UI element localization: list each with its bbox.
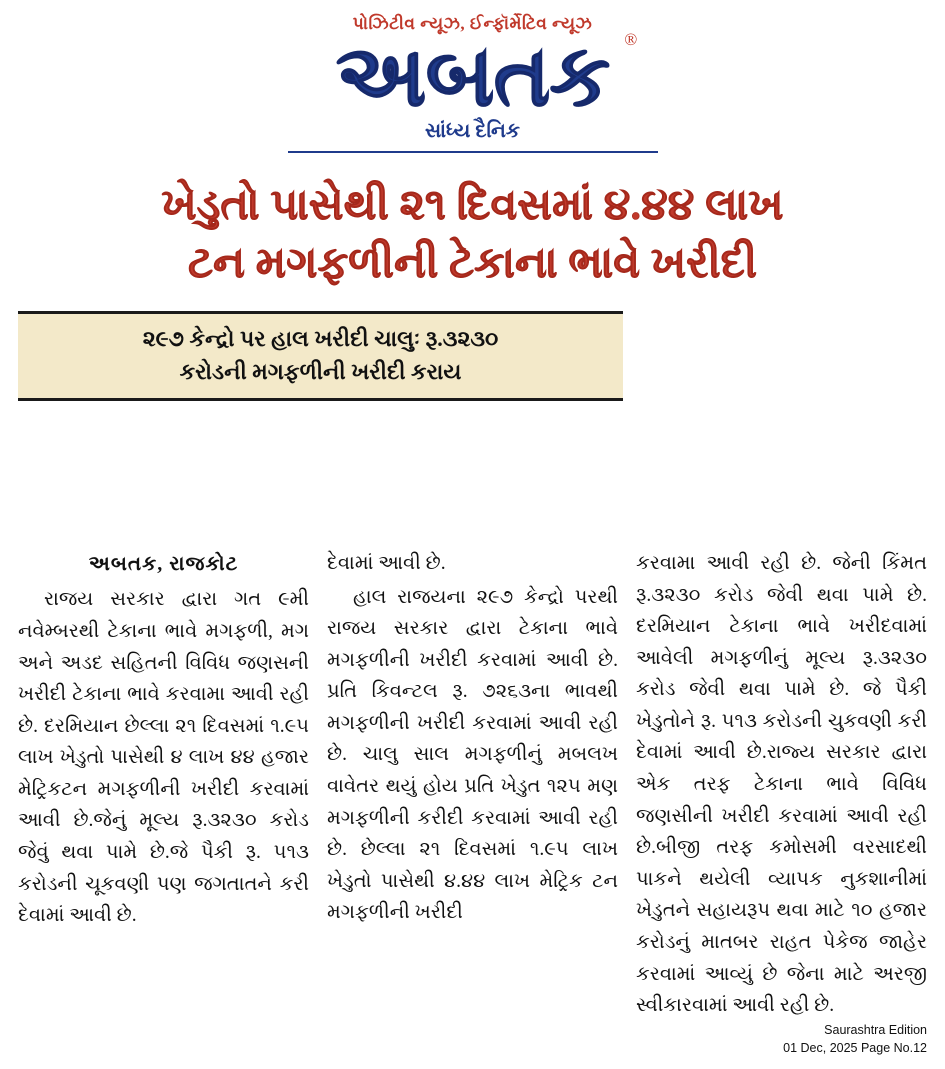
article-paragraph: દેવામાં આવી છે. [327,553,446,574]
article-column-2 [327,548,618,1015]
masthead-divider [288,151,658,153]
headline-line-2: ટન મગફળીની ટેકાના ભાવે ખરીદી [187,239,758,287]
page-footer [783,1021,927,1057]
masthead [18,0,927,153]
masthead-tagline: પોઝિટીવ ન્યૂઝ, ઈન્ફૉર્મેટિવ ન્યૂઝ [352,14,593,33]
registered-trademark-icon: ® [624,30,638,49]
article-paragraph: કરવામા આવી રહી છે. જેની કિંમત રૂ.૩૨૩૦ કરોડ જેવી થવા પામે છે. દરમિયાન ટેકાના ભાવે ખરીદવામાં આવેલી મગફળીનું મૂલ્ય રૂ.૩૨૩૦ કરોડ જેવી થવા પામે છે. જે પૈકી ખેડુતોને રૂ. ૫૧૩ કરોડની ચુકવણી કરી દેવામાં આવી છે.રાજ્ય સરકાર દ્વારા એક તરફ ટેકાના ભાવે વિવિધ જણસીની ખરીદી કરવામાં આવી રહી છે.બીજી તરફ કમોસમી વરસાદથી પાકને થયેલી વ્યાપક નુકશાનીમાં ખેડુતને સહાયરૂપ થવા માટે ૧૦ હજાર કરોડનું માતબર રાહત પેકેજ જાહેર કરવામાં આવ્યું છે જેના માટે અરજી સ્વીકારવામાં આવી રહી છે. [636,553,927,1017]
subheadline-line-2: કરોડની મગફળીની ખરીદી કરાય [179,358,462,384]
footer-date-page: 01 Dec, 2025 Page No.12 [783,1040,927,1055]
article-byline: અબતક, રાજકોટ [88,553,239,575]
article-paragraph: હાલ રાજયના ૨૯૭ કેન્દ્રો પરથી રાજય સરકાર દ્વારા ટેકાના ભાવે મગફળીની ખરીદી કરવામાં આવી છે. પ્રતિ કિવન્ટલ રૂ. ૭૨૬૩ના ભાવથી મગફળીની ખરીદી કરવામાં આવી રહી છે. ચાલુ સાલ મગફળીનું મબલખ વાવેતર થયું હોય પ્રતિ ખેડુત ૧૨૫ મણ મગફળીની કરીદી કરવામાં આવી રહી છે. છેલ્લા ૨૧ દિવસમાં ૧.૯૫ લાખ ખેડુતો પાસેથી ૪.૪૪ લાખ મેટ્રિક ટન મગફળીની ખરીદી [327,586,618,924]
article-subheadline-box [18,311,623,401]
article-column-3 [636,548,927,1015]
footer-edition: Saurashtra Edition [824,1022,927,1037]
masthead-logo [335,28,638,124]
article-body [18,548,927,1015]
article-column-1 [18,548,309,1015]
masthead-logo-text: અબતક [335,28,610,124]
masthead-subtitle: સાંધ્ય દૈનિક [424,119,521,142]
subheadline-line-1: ૨૯૭ કેન્દ્રો પર હાલ ખરીદી ચાલુઃ રૂ.૩૨૩૦ [142,325,499,351]
headline-line-1: ખેડુતો પાસેથી ૨૧ દિવસમાં ૪.૪૪ લાખ [161,181,784,229]
article-paragraph: રાજય સરકાર દ્વારા ગત ૯મી નવેમ્બરથી ટેકાના ભાવે મગફળી, મગ અને અડદ સહિતની વિવિધ જણસની ખરીદી ટેકાના ભાવે કરવામા આવી રહી છે. દરમિયાન છેલ્લા ૨૧ દિવસમાં ૧.૯૫ લાખ ખેડુતો પાસેથી ૪ લાખ ૪૪ હજાર મેટ્રિકટન મગફળીની ખરીદી કરવામાં આવી છે.જેનું મૂલ્ય રૂ.૩૨૩૦ કરોડ જેવું થવા પામે છે.જે પૈકી રૂ. ૫૧૩ કરોડની ચૂકવણી પણ જગતાતને કરી દેવામાં આવી છે. [18,589,309,927]
article-headline [18,177,927,293]
